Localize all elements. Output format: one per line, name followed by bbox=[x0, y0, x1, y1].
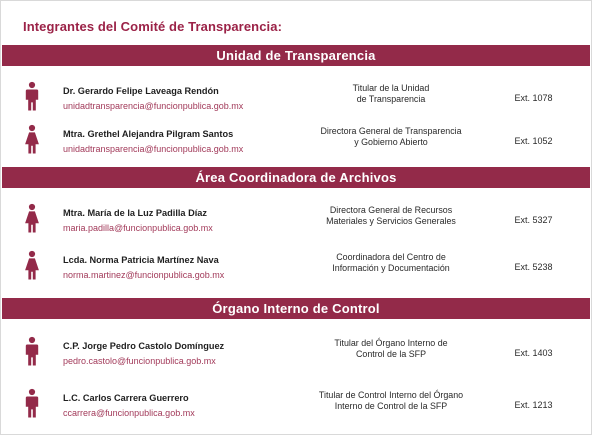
member-role-line: y Gobierno Abierto bbox=[354, 137, 428, 147]
member-name: Lcda. Norma Patricia Martínez Nava bbox=[63, 255, 219, 265]
member-role-line: Control de la SFP bbox=[355, 349, 427, 359]
member-extension: Ext. 5327 bbox=[514, 215, 553, 225]
member-row bbox=[1, 81, 591, 119]
member-role-line: Directora General de Transparencia bbox=[320, 126, 462, 136]
member-role-line: Titular de la Unidad bbox=[352, 83, 430, 93]
member-extension: Ext. 1213 bbox=[514, 400, 553, 410]
member-role-line: Directora General de Recursos bbox=[329, 205, 453, 215]
member-row bbox=[1, 388, 591, 426]
member-role-line: Coordinadora del Centro de bbox=[336, 252, 446, 262]
male-person-icon bbox=[23, 388, 41, 418]
female-person-icon bbox=[23, 250, 41, 280]
member-email[interactable]: ccarrera@funcionpublica.gob.mx bbox=[63, 408, 195, 418]
member-row bbox=[1, 203, 591, 241]
section-header-unidad-transparencia: Unidad de Transparencia bbox=[2, 45, 590, 66]
member-email[interactable]: pedro.castolo@funcionpublica.gob.mx bbox=[63, 356, 216, 366]
member-row bbox=[1, 250, 591, 288]
member-extension: Ext. 1078 bbox=[514, 93, 553, 103]
member-name: L.C. Carlos Carrera Guerrero bbox=[63, 393, 189, 403]
page-title: Integrantes del Comité de Transparencia: bbox=[23, 19, 283, 34]
member-role bbox=[293, 205, 489, 227]
member-role bbox=[293, 126, 489, 148]
member-role bbox=[293, 252, 489, 274]
member-extension: Ext. 5238 bbox=[514, 262, 553, 272]
male-person-icon bbox=[23, 81, 41, 111]
male-person-icon bbox=[23, 336, 41, 366]
member-role bbox=[293, 338, 489, 360]
member-role-line: Interno de Control de la SFP bbox=[334, 401, 448, 411]
member-role bbox=[293, 83, 489, 105]
member-email[interactable]: norma.martinez@funcionpublica.gob.mx bbox=[63, 270, 225, 280]
female-person-icon bbox=[23, 124, 41, 154]
member-email[interactable]: maria.padilla@funcionpublica.gob.mx bbox=[63, 223, 213, 233]
member-role bbox=[293, 390, 489, 412]
member-name: Dr. Gerardo Felipe Laveaga Rendón bbox=[63, 86, 219, 96]
member-email[interactable]: unidadtransparencia@funcionpublica.gob.mx bbox=[63, 144, 244, 154]
section-header-area-coordinadora-archivos: Área Coordinadora de Archivos bbox=[2, 167, 590, 188]
member-name: C.P. Jorge Pedro Castolo Domínguez bbox=[63, 341, 225, 351]
member-row bbox=[1, 336, 591, 374]
member-role-line: Materiales y Servicios Generales bbox=[326, 216, 456, 226]
member-role-line: Información y Documentación bbox=[332, 263, 450, 273]
member-extension: Ext. 1052 bbox=[514, 136, 553, 146]
female-person-icon bbox=[23, 203, 41, 233]
member-role-line: Titular de Control Interno del Órgano bbox=[318, 390, 464, 400]
member-name: Mtra. María de la Luz Padilla Díaz bbox=[63, 208, 207, 218]
member-email[interactable]: unidadtransparencia@funcionpublica.gob.mx bbox=[63, 101, 244, 111]
member-role-line: Titular del Órgano Interno de bbox=[334, 338, 448, 348]
member-row bbox=[1, 124, 591, 162]
member-role-line: de Transparencia bbox=[356, 94, 426, 104]
member-extension: Ext. 1403 bbox=[514, 348, 553, 358]
member-name: Mtra. Grethel Alejandra Pilgram Santos bbox=[63, 129, 234, 139]
section-header-organo-interno-control: Órgano Interno de Control bbox=[2, 298, 590, 319]
